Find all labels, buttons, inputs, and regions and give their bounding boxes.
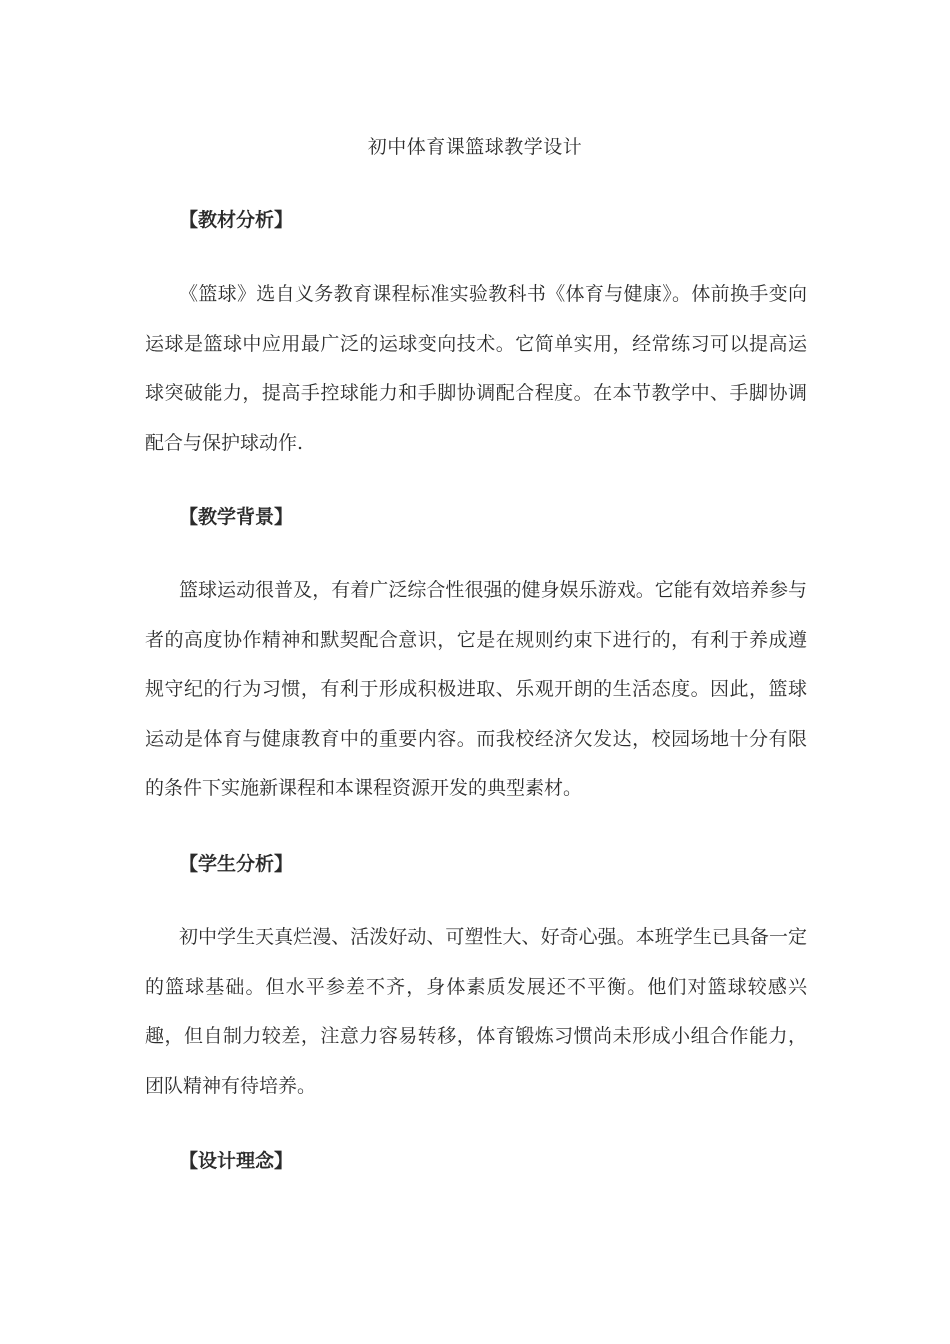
section-heading-teaching-background: 【教学背景】 [179,506,294,528]
section-heading-design-concept: 【设计理念】 [179,1150,294,1172]
section-heading-textbook-analysis: 【教材分析】 [179,209,294,231]
document-title: 初中体育课篮球教学设计 [367,136,583,158]
section-body-teaching-background: 篮球运动很普及，有着广泛综合性很强的健身娱乐游戏。它能有效培养参与者的高度协作精神和默契配合意识，它是在规则约束下进行的，有利于养成遵规守纪的行为习惯，有利于形成积极进取、乐观开朗的生活态度。因此，篮球运动是体育与健康教育中的重要内容。而我校经济欠发达，校园场地十分有限的条件下实施新课程和本课程资源开发的典型素材。 [145,579,807,799]
section-heading-student-analysis: 【学生分析】 [179,853,294,875]
section-body-textbook-analysis: 《篮球》选自义务教育课程标准实验教科书《体育与健康》。体前换手变向运球是篮球中应用最广泛的运球变向技术。它简单实用，经常练习可以提高运球突破能力，提高手控球能力和手脚协调配合程度。在本节教学中、手脚协调配合与保护球动作. [145,283,807,454]
section-body-student-analysis: 初中学生天真烂漫、活泼好动、可塑性大、好奇心强。本班学生已具备一定的篮球基础。但水平参差不齐，身体素质发展还不平衡。他们对篮球较感兴趣，但自制力较差，注意力容易转移，体育锻炼习惯尚未形成小组合作能力，团队精神有待培养。 [145,926,807,1097]
